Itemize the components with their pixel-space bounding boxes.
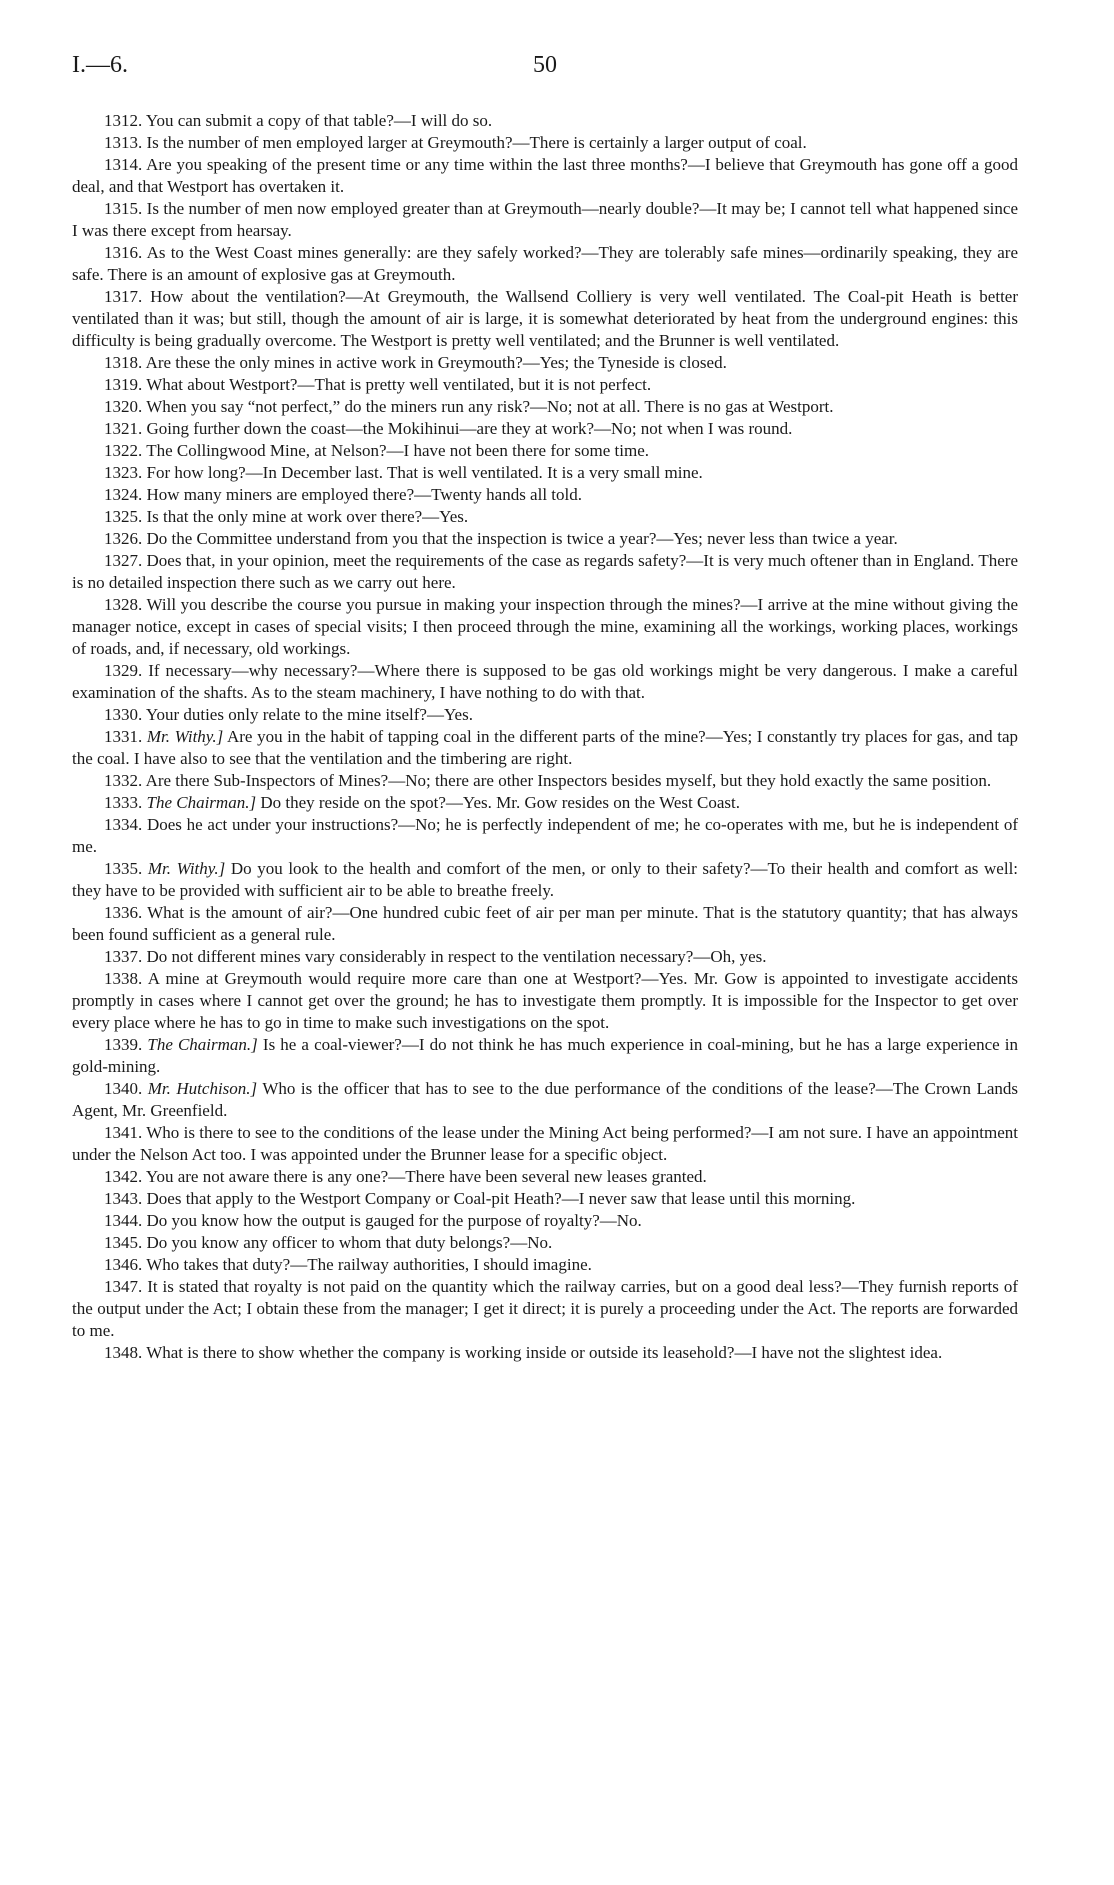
question-text: Does that, in your opinion, meet the requirements of the case as regards safety?—It is very much oftener than in England. There is no detailed inspection there such as we carry out here. <box>72 551 1018 592</box>
question-paragraph <box>72 858 1018 902</box>
question-paragraph <box>72 1078 1018 1122</box>
speaker-label: Mr. Withy.] <box>146 727 224 746</box>
question-text: Your duties only relate to the mine itself?—Yes. <box>145 705 473 724</box>
question-number: 1342. <box>104 1167 143 1186</box>
question-paragraph <box>72 528 1018 550</box>
question-text: Do the Committee understand from you that the inspection is twice a year?—Yes; never less than twice a year. <box>146 529 898 548</box>
speaker-label: The Chairman.] <box>146 793 257 812</box>
question-text: How many miners are employed there?—Twenty hands all told. <box>146 485 582 504</box>
question-text: Are there Sub-Inspectors of Mines?—No; there are other Inspectors besides myself, but they hold exactly the same position. <box>145 771 992 790</box>
question-paragraph <box>72 506 1018 528</box>
speaker-label: The Chairman.] <box>147 1035 258 1054</box>
question-number: 1318. <box>104 353 143 372</box>
question-text: What is the amount of air?—One hundred cubic feet of air per man per minute. That is the statutory quantity; that has always been found sufficient as a general rule. <box>72 903 1018 944</box>
document-reference: I.—6. <box>72 52 128 78</box>
question-text: You can submit a copy of that table?—I will do so. <box>145 111 493 130</box>
question-paragraph <box>72 132 1018 154</box>
page-header <box>72 52 1018 92</box>
question-number: 1326. <box>104 529 143 548</box>
question-number: 1314. <box>104 155 143 174</box>
question-number: 1330. <box>104 705 143 724</box>
question-text: Are you in the habit of tapping coal in the different parts of the mine?—Yes; I constantly try places for gas, and tap the coal. I have also to see that the ventilation and the timbering are right. <box>72 727 1019 768</box>
question-text: Who is there to see to the conditions of the lease under the Mining Act being performed?—I am not sure. I have an appointment under the Nelson Act too. I was appointed under the Brunner lease for a specific object. <box>72 1123 1018 1164</box>
question-number: 1323. <box>104 463 143 482</box>
question-paragraph <box>72 242 1018 286</box>
question-text: Do you look to the health and comfort of the men, or only to their safety?—To their health and comfort as well: they have to be provided with sufficient air to be able to breathe freely. <box>72 859 1019 900</box>
question-text: Do you know how the output is gauged for the purpose of royalty?—No. <box>146 1211 642 1230</box>
question-text: The Collingwood Mine, at Nelson?—I have not been there for some time. <box>146 441 649 460</box>
question-paragraph <box>72 374 1018 396</box>
question-number: 1321. <box>104 419 143 438</box>
question-number: 1332. <box>104 771 143 790</box>
question-number: 1315. <box>104 199 143 218</box>
speaker-label: Mr. Hutchison.] <box>147 1079 258 1098</box>
question-number: 1322. <box>104 441 143 460</box>
question-text: Does he act under your instructions?—No; he is perfectly independent of me; he co-operates with me, but he is independent of me. <box>72 815 1019 856</box>
question-text: Are these the only mines in active work in Greymouth?—Yes; the Tyneside is closed. <box>145 353 727 372</box>
question-number: 1320. <box>104 397 143 416</box>
question-paragraph <box>72 1188 1018 1210</box>
question-paragraph <box>72 770 1018 792</box>
question-paragraph <box>72 792 1018 814</box>
question-text: Does that apply to the Westport Company or Coal-pit Heath?—I never saw that lease until this morning. <box>146 1189 856 1208</box>
question-number: 1344. <box>104 1211 143 1230</box>
question-number: 1347. <box>104 1277 143 1296</box>
question-paragraph <box>72 814 1018 858</box>
question-number: 1317. <box>104 287 143 306</box>
question-paragraph <box>72 946 1018 968</box>
document-body <box>72 110 1018 1364</box>
question-text: As to the West Coast mines generally: are they safely worked?—They are tolerably safe mines—ordinarily speaking, they are safe. There is an amount of explosive gas at Greymouth. <box>72 243 1019 284</box>
question-number: 1338. <box>104 969 143 988</box>
question-paragraph <box>72 418 1018 440</box>
question-number: 1313. <box>104 133 143 152</box>
question-text: How about the ventilation?—At Greymouth, the Wallsend Colliery is very well ventilated. The Coal-pit Heath is better ventilated than it was; but still, though the amount of air is large, it is somewhat deteriorated by heat from the underground engines: this difficulty is being gradually overcome. The Westport is pretty well ventilated; and the Brunner is well ventilated. <box>72 287 1019 350</box>
question-paragraph <box>72 154 1018 198</box>
question-paragraph <box>72 198 1018 242</box>
question-number: 1325. <box>104 507 143 526</box>
question-text: Is the number of men now employed greater than at Greymouth—nearly double?—It may be; I cannot tell what happened since I was there except from hearsay. <box>72 199 1018 240</box>
question-number: 1327. <box>104 551 143 570</box>
question-paragraph <box>72 1342 1018 1364</box>
question-paragraph <box>72 1122 1018 1166</box>
question-text: For how long?—In December last. That is well ventilated. It is a very small mine. <box>146 463 703 482</box>
question-text: Will you describe the course you pursue in making your inspection through the mines?—I arrive at the mine without giving the manager notice, except in cases of special visits; I then proceed through the mine, examining all the workings, working places, workings of roads, and, if necessary, old workings. <box>72 595 1018 658</box>
question-number: 1348. <box>104 1343 143 1362</box>
question-paragraph <box>72 968 1018 1034</box>
question-number: 1316. <box>104 243 143 262</box>
question-number: 1346. <box>104 1255 143 1274</box>
question-number: 1312. <box>104 111 143 130</box>
question-paragraph <box>72 726 1018 770</box>
question-paragraph <box>72 1166 1018 1188</box>
question-text: Do not different mines vary considerably in respect to the ventilation necessary?—Oh, yes. <box>146 947 767 966</box>
question-text: What about Westport?—That is pretty well ventilated, but it is not perfect. <box>146 375 652 394</box>
question-text: Are you speaking of the present time or any time within the last three months?—I believe that Greymouth has gone off a good deal, and that Westport has overtaken it. <box>72 155 1018 196</box>
question-number: 1337. <box>104 947 143 966</box>
question-paragraph <box>72 440 1018 462</box>
question-paragraph <box>72 1254 1018 1276</box>
question-text: Is the number of men employed larger at Greymouth?—There is certainly a larger output of coal. <box>146 133 807 152</box>
question-number: 1339. <box>104 1035 143 1054</box>
question-text: What is there to show whether the company is working inside or outside its leasehold?—I have not the slightest idea. <box>146 1343 943 1362</box>
question-text: A mine at Greymouth would require more care than one at Westport?—Yes. Mr. Gow is appointed to investigate accidents promptly in cases where I cannot get over the ground; he has to investigate them promptly. It is impossible for the Inspector to get over every place where he has to go in time to make such investigations on the spot. <box>72 969 1018 1032</box>
question-number: 1340. <box>104 1079 143 1098</box>
question-number: 1333. <box>104 793 143 812</box>
question-text: Do they reside on the spot?—Yes. Mr. Gow resides on the West Coast. <box>260 793 740 812</box>
question-number: 1331. <box>104 727 143 746</box>
question-paragraph <box>72 396 1018 418</box>
question-paragraph <box>72 286 1018 352</box>
question-paragraph <box>72 1232 1018 1254</box>
question-text: You are not aware there is any one?—There have been several new leases granted. <box>145 1167 707 1186</box>
question-text: It is stated that royalty is not paid on the quantity which the railway carries, but on a good deal less?—They furnish reports of the output under the Act; I obtain these from the manager; I get it direct; it is purely a proceeding under the Act. The reports are forwarded to me. <box>72 1277 1019 1340</box>
question-paragraph <box>72 902 1018 946</box>
question-number: 1343. <box>104 1189 143 1208</box>
question-number: 1336. <box>104 903 143 922</box>
question-number: 1341. <box>104 1123 143 1142</box>
question-paragraph <box>72 550 1018 594</box>
question-paragraph <box>72 1034 1018 1078</box>
question-text: Going further down the coast—the Mokihinui—are they at work?—No; not when I was round. <box>146 419 793 438</box>
speaker-label: Mr. Withy.] <box>147 859 226 878</box>
question-number: 1319. <box>104 375 143 394</box>
question-paragraph <box>72 704 1018 726</box>
question-paragraph <box>72 484 1018 506</box>
question-number: 1328. <box>104 595 143 614</box>
question-number: 1329. <box>104 661 143 680</box>
question-paragraph <box>72 594 1018 660</box>
question-text: Is he a coal-viewer?—I do not think he has much experience in coal-mining, but he has a large experience in gold-mining. <box>72 1035 1019 1076</box>
question-text: Who takes that duty?—The railway authorities, I should imagine. <box>146 1255 592 1274</box>
question-paragraph <box>72 1276 1018 1342</box>
question-number: 1334. <box>104 815 143 834</box>
question-paragraph <box>72 110 1018 132</box>
question-text: Do you know any officer to whom that duty belongs?—No. <box>146 1233 553 1252</box>
question-number: 1345. <box>104 1233 143 1252</box>
question-paragraph <box>72 1210 1018 1232</box>
question-number: 1324. <box>104 485 143 504</box>
question-text: When you say “not perfect,” do the miners run any risk?—No; not at all. There is no gas at Westport. <box>146 397 834 416</box>
question-text: If necessary—why necessary?—Where there is supposed to be gas old workings might be very dangerous. I make a careful examination of the shafts. As to the steam machinery, I have nothing to do with that. <box>72 661 1018 702</box>
page-number: 50 <box>533 52 557 78</box>
question-text: Is that the only mine at work over there?—Yes. <box>146 507 469 526</box>
question-paragraph <box>72 462 1018 484</box>
question-paragraph <box>72 660 1018 704</box>
question-text: Who is the officer that has to see to the due performance of the conditions of the lease?—The Crown Lands Agent, Mr. Greenfield. <box>72 1079 1019 1120</box>
question-number: 1335. <box>104 859 143 878</box>
question-paragraph <box>72 352 1018 374</box>
